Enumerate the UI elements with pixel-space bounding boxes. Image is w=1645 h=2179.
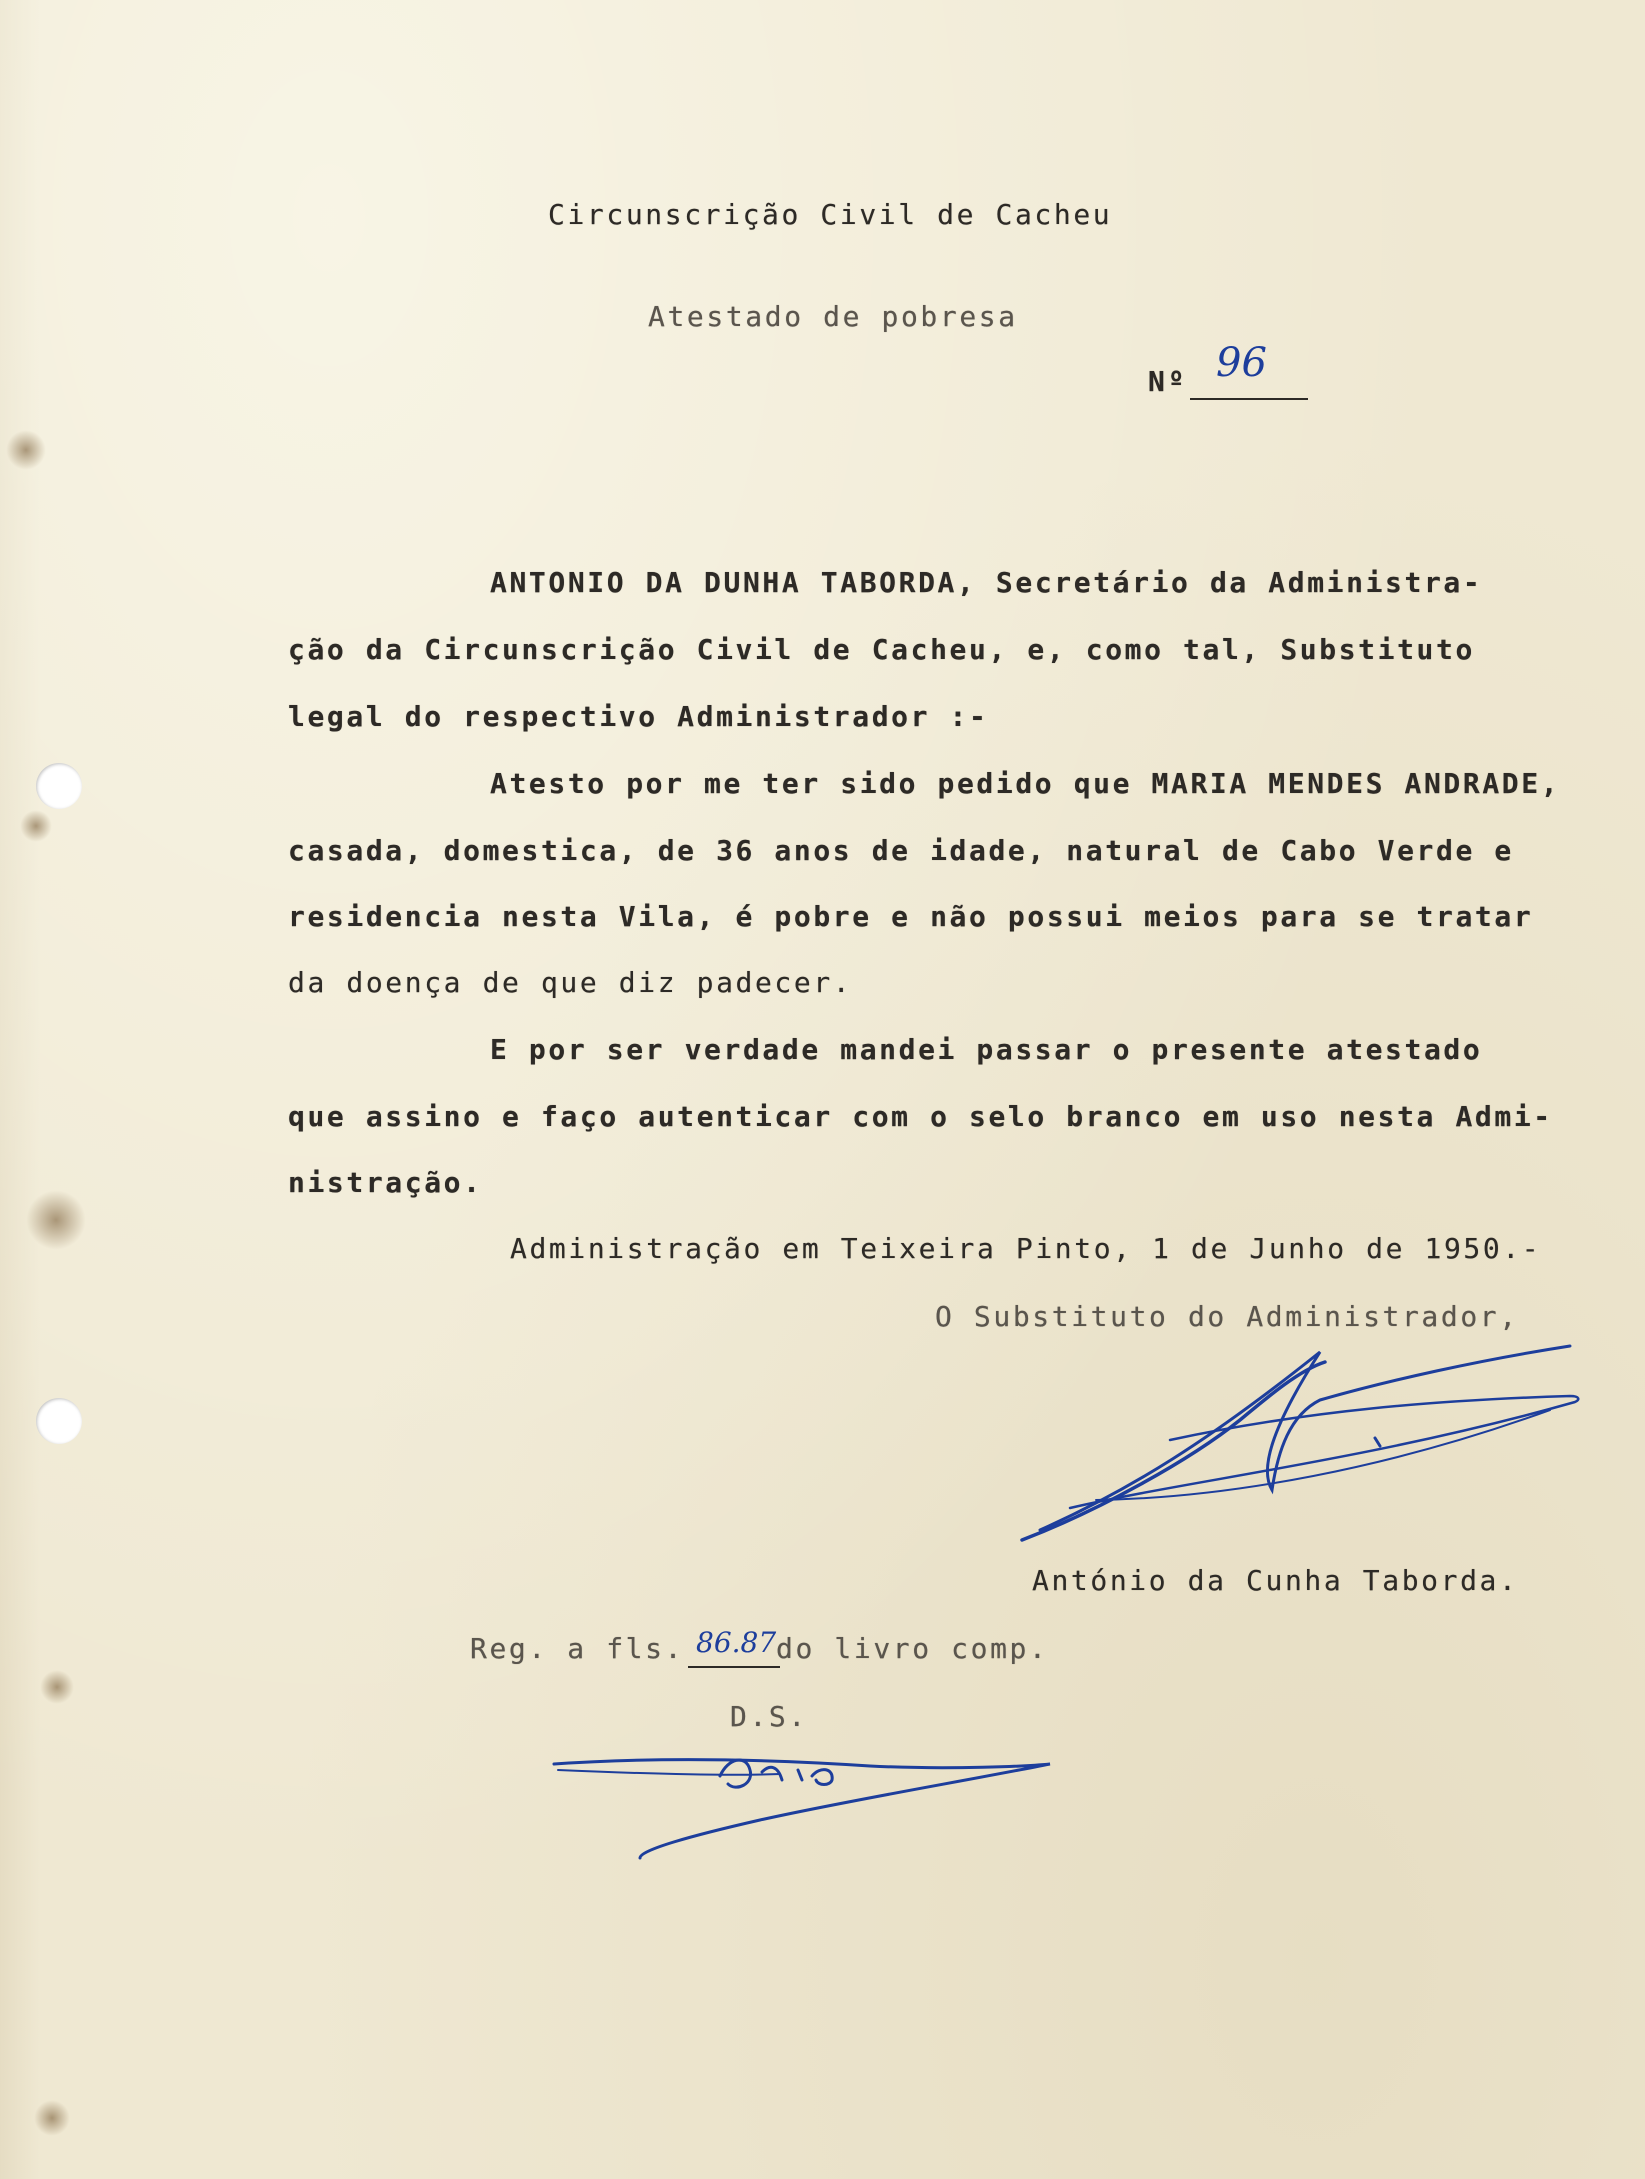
body-line: casada, domestica, de 36 anos de idade, natural de Cabo Verde e [288,834,1514,867]
body-line: Atesto por me ter sido pedido que MARIA MENDES ANDRADE, [490,767,1561,800]
registration-pages-handwritten: 86.87 [696,1626,777,1659]
signatory-name: António da Cunha Taborda. [1032,1564,1519,1597]
rust-stain [20,810,52,842]
punch-hole-top [36,763,82,809]
body-line: nistração. [288,1166,483,1199]
signatory-title: O Substituto do Administrador, [935,1300,1519,1333]
registration-suffix: do livro comp. [776,1632,1049,1665]
body-line: E por ser verdade mandei passar o presente atestado [490,1033,1483,1066]
rust-stain [40,1670,74,1704]
body-line: da doença de que diz padecer. [288,966,853,999]
rust-stain [6,430,46,470]
body-line: que assino e faço autenticar com o selo branco em uso nesta Admi- [288,1100,1553,1133]
body-paragraph-1 [490,566,1482,600]
office-heading: Circunscrição Civil de Cacheu [548,198,1113,231]
punch-hole-bottom [36,1398,82,1444]
rust-stain [26,1190,86,1250]
rust-stain [34,2100,70,2136]
registration-initials: D.S. [730,1700,808,1733]
place-and-date: Administração em Teixeira Pinto, 1 de Junho de 1950.- [510,1232,1542,1265]
document-number-handwritten: 96 [1216,340,1267,386]
registration-pages-underline [688,1666,780,1668]
registration-prefix: Reg. a fls. [470,1632,685,1665]
document-number-label: Nº [1148,365,1187,398]
document-number-underline [1190,398,1308,400]
document-title: Atestado de pobresa [648,300,1018,333]
body-line: residencia nesta Vila, é pobre e não possui meios para se tratar [288,900,1534,933]
body-line: ção da Circunscrição Civil de Cacheu, e, como tal, Substituto [288,633,1475,666]
declarant-name: ANTONIO DA DUNHA TABORDA, [490,566,977,599]
declarant-title: Secretário da Administra- [995,566,1483,599]
body-line: legal do respectivo Administrador :- [288,700,989,733]
registration-signature [550,1740,1070,1870]
administrator-signature [1010,1340,1610,1560]
